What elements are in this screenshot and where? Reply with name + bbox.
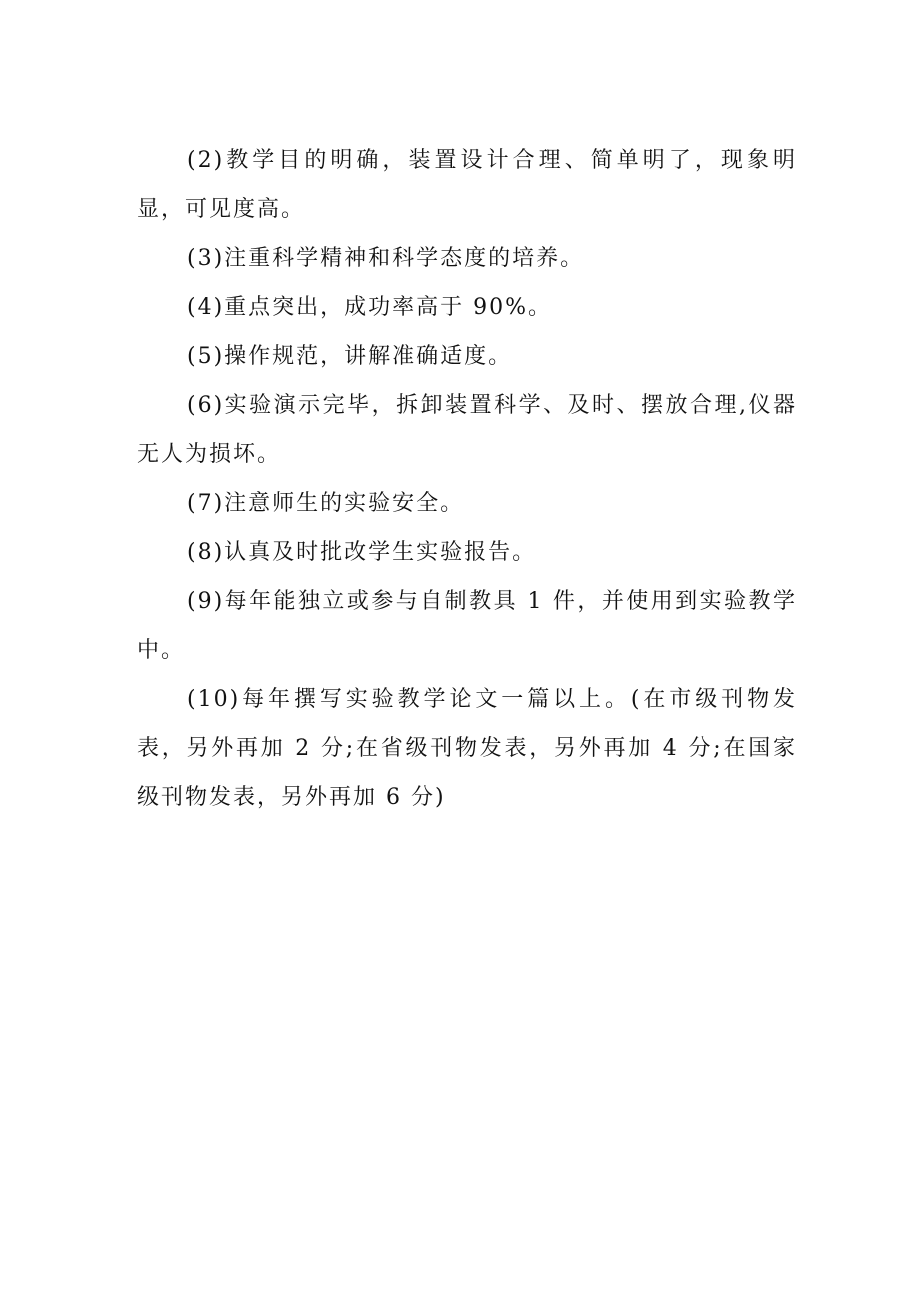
paragraph-item-4: (4)重点突出，成功率高于 90%。 [187,295,553,320]
paragraph-item-9: (9)每年能独立或参与自制教具 1 件，并使用到实验教学中。 [137,589,797,663]
paragraph-item-10: (10)每年撰写实验教学论文一篇以上。(在市级刊物发表，另外再加 2 分;在省级刊物发表，另外再加 4 分;在国家级刊物发表，另外再加 6 分) [137,687,797,810]
paragraph-item-2: (2)教学目的明确，装置设计合理、简单明了，现象明显，可见度高。 [137,148,797,222]
document-body [137,136,797,822]
paragraph-item-8: (8)认真及时批改学生实验报告。 [187,540,537,565]
paragraph-item-7: (7)注意师生的实验安全。 [187,491,465,516]
paragraph-item-3: (3)注重科学精神和科学态度的培养。 [187,246,585,271]
paragraph-item-6: (6)实验演示完毕，拆卸装置科学、及时、摆放合理,仪器无人为损坏。 [137,393,797,467]
paragraph-item-5: (5)操作规范，讲解准确适度。 [187,344,513,369]
